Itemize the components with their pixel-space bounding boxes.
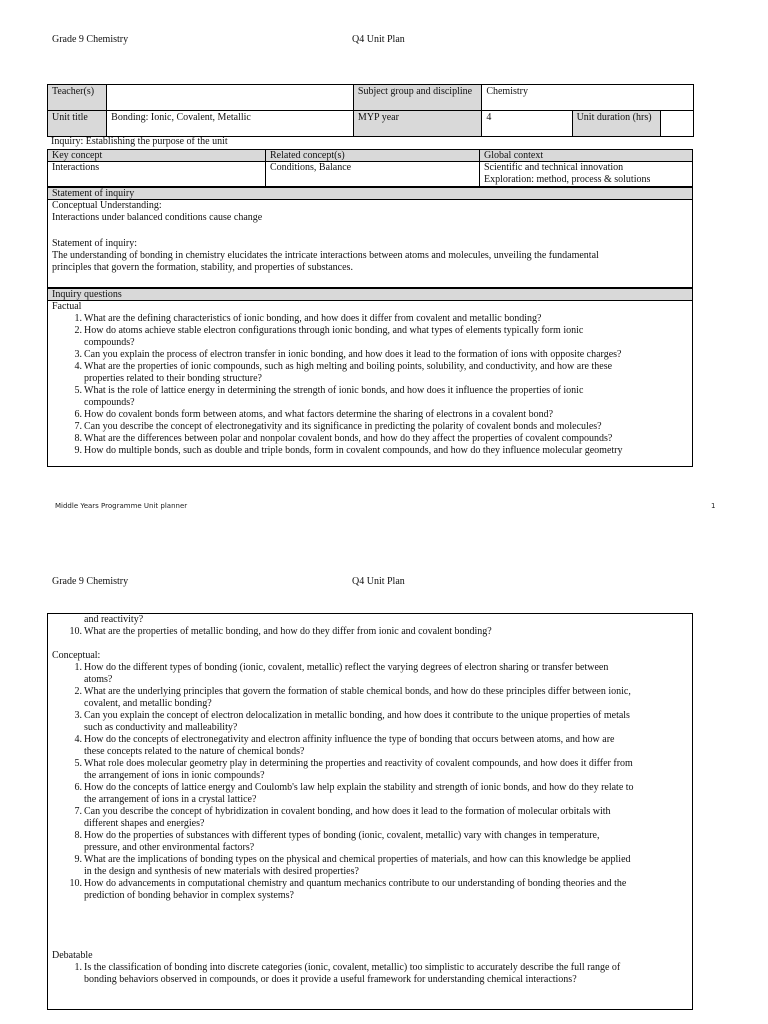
- subject-group-label: Subject group and discipline: [353, 85, 481, 111]
- list-item-text: What are the differences between polar and nonpolar covalent bonds, and how do they affect the properties of covalent compounds?: [84, 433, 613, 444]
- list-item-text: What are the underlying principles that govern the formation of stable chemical bonds, and how do these principles differ between ionic,: [84, 686, 631, 697]
- statement-of-inquiry-heading: Statement of inquiry: [47, 187, 693, 200]
- continued-questions-box: [47, 613, 693, 1010]
- list-item: [52, 806, 688, 830]
- unit-info-table: [47, 84, 694, 137]
- factual-label: Factual: [52, 301, 82, 312]
- list-number: 2.: [74, 325, 82, 336]
- list-number: 7.: [74, 806, 82, 817]
- page1-header-center: Q4 Unit Plan: [352, 34, 405, 45]
- list-item-text: these concepts related to the nature of chemical bonds?: [84, 746, 305, 757]
- list-item-text: such as conductivity and malleability?: [84, 722, 238, 733]
- list-item-text: the arrangement of ions in a crystal lattice?: [84, 794, 257, 805]
- statement-label: Statement of inquiry:: [52, 238, 137, 249]
- list-item: [52, 445, 688, 457]
- list-item-text: pressure, and other environmental factors?: [84, 842, 255, 853]
- list-item-text: What are the properties of metallic bonding, and how do they differ from ionic and covalent bonding?: [84, 626, 492, 637]
- list-number: 5.: [74, 385, 82, 396]
- list-item-text: What is the role of lattice energy in determining the strength of ionic bonds, and how does it influence the properties of ionic: [84, 385, 584, 396]
- list-number: 10.: [69, 878, 82, 889]
- list-item: [52, 758, 688, 782]
- list-number: 1.: [74, 962, 82, 973]
- list-item: [52, 662, 688, 686]
- list-number: 5.: [74, 758, 82, 769]
- global-context-value: [480, 162, 692, 186]
- list-item-text: prediction of bonding behavior in complex systems?: [84, 890, 294, 901]
- list-item: [52, 349, 688, 361]
- list-item-text: Can you describe the concept of hybridization in covalent bonding, and how does it lead to the formation of molecular orbitals with: [84, 806, 611, 817]
- list-item: [52, 854, 688, 878]
- statement-line2: principles that govern the formation, stability, and properties of substances.: [52, 262, 353, 273]
- list-item: [52, 734, 688, 758]
- myp-year-value[interactable]: 4: [482, 111, 572, 137]
- conceptual-list: [52, 662, 688, 902]
- page1-header-left: Grade 9 Chemistry: [52, 34, 129, 45]
- conceptual-understanding-label: Conceptual Understanding:: [52, 200, 162, 211]
- list-item: [52, 409, 688, 421]
- list-item: [52, 830, 688, 854]
- unit-title-label: Unit title: [48, 111, 107, 137]
- list-item-text: How do the different types of bonding (ionic, covalent, metallic) reflect the varying degrees of electron sharing or transfer between: [84, 662, 609, 673]
- conceptual-understanding-value: Interactions under balanced conditions cause change: [52, 212, 263, 223]
- page2-header-left: Grade 9 Chemistry: [52, 576, 129, 587]
- list-item-text: covalent, and metallic bonding?: [84, 698, 212, 709]
- list-item-text: Can you describe the concept of electronegativity and its significance in predicting the polarity of covalent bonds and molecules?: [84, 421, 602, 432]
- list-item-text: the arrangement of ions in ionic compounds?: [84, 770, 265, 781]
- inquiry-heading: Inquiry: Establishing the purpose of the unit: [51, 136, 228, 147]
- list-item-text: compounds?: [84, 337, 135, 348]
- teacher-value[interactable]: [107, 85, 354, 111]
- list-number: 3.: [74, 710, 82, 721]
- list-item: [52, 878, 688, 902]
- list-item-text: Is the classification of bonding into discrete categories (ionic, covalent, metallic) too simplistic to accurately describe the full range of: [84, 962, 621, 973]
- list-item: [52, 313, 688, 325]
- list-number: 9.: [74, 854, 82, 865]
- list-item-text: How do the concepts of lattice energy and Coulomb's law help explain the stability and strength of ionic bonds, and how do they relate to: [84, 782, 634, 793]
- list-item-text: How do the concepts of electronegativity and electron affinity influence the type of bonding that occurs between atoms, and how are: [84, 734, 615, 745]
- list-item: [52, 614, 688, 626]
- list-item-text: Can you explain the process of electron transfer in ionic bonding, and how does it lead to the formation of ions with opposite charges?: [84, 349, 622, 360]
- list-item-text: bonding behaviors observed in compounds, or does it provide a useful framework for understanding chemical interactions?: [84, 974, 577, 985]
- list-item: [52, 710, 688, 734]
- list-number: 7.: [74, 421, 82, 432]
- page1-footer-left: Middle Years Programme Unit planner: [55, 502, 188, 510]
- list-item: [52, 361, 688, 385]
- list-item-text: properties related to their bonding structure?: [84, 373, 262, 384]
- list-item-text: What role does molecular geometry play in determining the properties and reactivity of covalent compounds, and how does it differ from: [84, 758, 633, 769]
- list-number: 9.: [74, 445, 82, 456]
- key-concept-value: Interactions: [48, 162, 266, 186]
- list-number: 6.: [74, 409, 82, 420]
- list-number: 3.: [74, 349, 82, 360]
- factual-questions-box: [47, 300, 693, 467]
- subject-group-value[interactable]: Chemistry: [482, 85, 694, 111]
- list-item: [52, 421, 688, 433]
- list-item: [52, 782, 688, 806]
- list-item-text: in the design and synthesis of new materials with desired properties?: [84, 866, 359, 877]
- list-item: [52, 962, 688, 986]
- list-item: [52, 385, 688, 409]
- list-number: 10.: [69, 626, 82, 637]
- list-item: [52, 626, 688, 638]
- factual-continued-list: [52, 614, 688, 638]
- related-concepts-value: Conditions, Balance: [266, 162, 480, 186]
- list-item-text: What are the defining characteristics of ionic bonding, and how does it differ from covalent and metallic bonding?: [84, 313, 542, 324]
- global-context-line2: Exploration: method, process & solutions: [484, 174, 651, 185]
- list-number: 4.: [74, 734, 82, 745]
- concepts-value-row: [47, 161, 693, 187]
- list-item-text: Can you explain the concept of electron delocalization in metallic bonding, and how does it contribute to the unique properties of metals: [84, 710, 630, 721]
- factual-list: [52, 313, 688, 457]
- page-number: 1: [711, 502, 716, 510]
- statement-line1: The understanding of bonding in chemistry elucidates the intricate interactions between atoms and molecules, unveiling the fundamental: [52, 250, 599, 261]
- unit-duration-label: Unit duration (hrs): [572, 111, 660, 137]
- list-item-text: How do multiple bonds, such as double and triple bonds, form in covalent compounds, and how do they influence molecular geometry: [84, 445, 623, 456]
- conceptual-label: Conceptual:: [52, 650, 101, 661]
- statement-of-inquiry-box: [47, 199, 693, 288]
- list-item-text: different shapes and energies?: [84, 818, 205, 829]
- list-item: [52, 433, 688, 445]
- continued-line: and reactivity?: [84, 614, 144, 625]
- global-context-line1: Scientific and technical innovation: [484, 162, 624, 173]
- myp-year-label: MYP year: [353, 111, 481, 137]
- list-item-text: What are the properties of ionic compounds, such as high melting and boiling points, solubility, and conductivity, and how are these: [84, 361, 613, 372]
- list-item-text: atoms?: [84, 674, 113, 685]
- list-item: [52, 686, 688, 710]
- inquiry-questions-heading: Inquiry questions: [47, 288, 693, 301]
- debatable-list: [52, 962, 688, 986]
- list-item-text: How do the properties of substances with different types of bonding (ionic, covalent, metallic) vary with changes in temperature,: [84, 830, 600, 841]
- related-concepts-label: Related concept(s): [266, 150, 480, 161]
- unit-title-value[interactable]: Bonding: Ionic, Covalent, Metallic: [107, 111, 354, 137]
- list-number: 1.: [74, 662, 82, 673]
- debatable-label: Debatable: [52, 950, 93, 961]
- teacher-label: Teacher(s): [48, 85, 107, 111]
- global-context-label: Global context: [484, 150, 544, 161]
- list-number: 2.: [74, 686, 82, 697]
- list-number: 8.: [74, 830, 82, 841]
- list-number: 6.: [74, 782, 82, 793]
- list-item-text: How do atoms achieve stable electron configurations through ionic bonding, and what types of elements typically form ionic: [84, 325, 584, 336]
- list-number: 8.: [74, 433, 82, 444]
- unit-duration-value[interactable]: [660, 111, 693, 137]
- list-item-text: How do advancements in computational chemistry and quantum mechanics contribute to our understanding of bonding theories and the: [84, 878, 627, 889]
- list-item: [52, 325, 688, 349]
- list-item-text: compounds?: [84, 397, 135, 408]
- list-item-text: How do covalent bonds form between atoms, and what factors determine the sharing of electrons in a covalent bond?: [84, 409, 554, 420]
- page2-header-center: Q4 Unit Plan: [352, 576, 405, 587]
- list-item-text: What are the implications of bonding types on the physical and chemical properties of materials, and how can this knowledge be applied: [84, 854, 631, 865]
- list-number: 4.: [74, 361, 82, 372]
- key-concept-label: Key concept: [48, 150, 266, 161]
- list-number: 1.: [74, 313, 82, 324]
